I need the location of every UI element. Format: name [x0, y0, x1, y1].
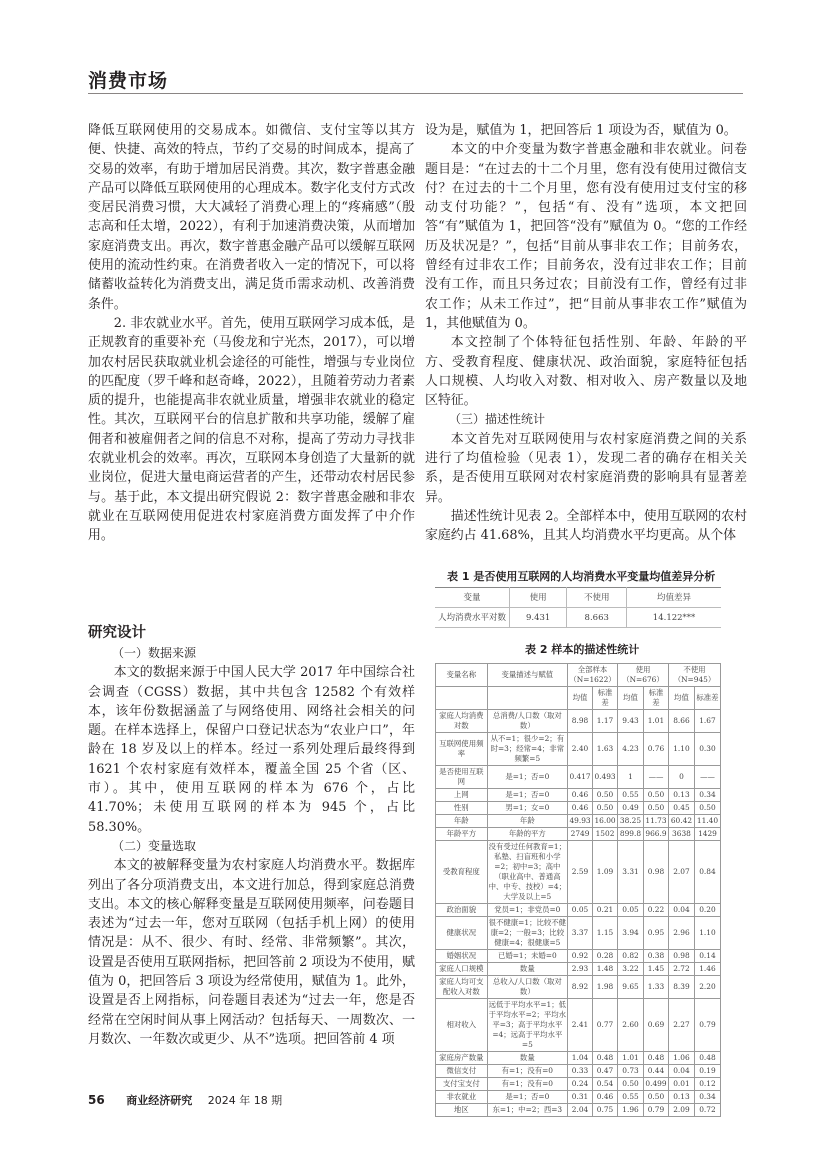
variable-name-cell: 家庭人口规模 — [436, 963, 488, 976]
value-cell: 0.77 — [593, 999, 618, 1052]
table-header: 均值差异 — [627, 588, 721, 608]
table2 — [435, 663, 721, 1117]
table1-title: 表 1 是否使用互联网的人均消费水平变量均值差异分析 — [447, 570, 716, 583]
variable-description-cell: 是=1；否=0 — [487, 766, 567, 789]
table-cell: 人均消费水平对数 — [437, 612, 506, 623]
variable-description-cell: 年龄的平方 — [487, 828, 567, 841]
variable-description-cell: 数量 — [487, 963, 567, 976]
value-cell: 0.46 — [568, 802, 593, 815]
value-cell: 1 — [618, 766, 644, 789]
value-cell: 0.12 — [694, 1078, 720, 1091]
table-row — [436, 766, 721, 789]
value-cell: 3.31 — [618, 841, 644, 904]
value-cell: 0.22 — [643, 904, 668, 917]
value-cell: 0.48 — [694, 1052, 720, 1065]
table-header: 均值 — [668, 687, 694, 710]
value-cell: 0.33 — [568, 1065, 593, 1078]
value-cell: 0.50 — [694, 802, 720, 815]
variable-description-cell: 很不健康=1；比较不健康=2；一般=3；比较健康=4；很健康=5 — [487, 917, 567, 950]
table-row — [436, 917, 721, 950]
variable-name-cell: 相对收入 — [436, 999, 488, 1052]
value-cell: 0.47 — [593, 1065, 618, 1078]
value-cell: 1.45 — [643, 963, 668, 976]
value-cell: 0.98 — [643, 841, 668, 904]
value-cell: 0.55 — [618, 1091, 644, 1104]
table-row — [436, 841, 721, 904]
value-cell: 0.30 — [694, 733, 720, 766]
subheading: （三）描述性统计 — [449, 412, 546, 427]
variable-description-cell: 从不=1；很少=2；有时=3；经常=4；非常频繁=5 — [487, 733, 567, 766]
table2-body — [436, 710, 721, 1117]
table-header: 标准差 — [643, 687, 668, 710]
page-number: 56 — [88, 1093, 105, 1107]
paragraph: 本文的中介变量为数字普惠金融和非农就业。问卷题目是：“在过去的十二个月里，您有没有使用过微信支付？在过去的十二个月里，您有没有使用过支付宝的移动支付功能？”，包括“有、没有”选项，本文把回答“有”赋值为 1，把回答“没有”赋值为 0。“您的工作经历及状况是？”，包括“目前从事非农工作；目前务农，曾经有过非农工作；目前务农，没有过非农工作；目前没有工作，而且只务过农；目前没有工作，曾经有过非农工作；从未工作过”，把“目前从事非农工作”赋值为 1，其他赋值为 0。 — [425, 142, 747, 331]
issue-label: 2024 年 18 期 — [207, 1094, 283, 1107]
value-cell: 3.22 — [618, 963, 644, 976]
value-cell: 0.499 — [643, 1078, 668, 1091]
value-cell: 2.20 — [694, 976, 720, 999]
variable-description-cell: 数量 — [487, 1052, 567, 1065]
value-cell: 16.00 — [593, 815, 618, 828]
value-cell: 1.15 — [593, 917, 618, 950]
table-row — [436, 710, 721, 733]
value-cell: 1.06 — [668, 1052, 694, 1065]
paragraph: 设为是，赋值为 1，把回答后 1 项设为否，赋值为 0。 — [425, 123, 737, 138]
table-row — [436, 1052, 721, 1065]
value-cell: 0.04 — [668, 904, 694, 917]
paragraph: 本文的数据来源于中国人民大学 2017 年中国综合社会调查（CGSS）数据，其中共包含 12582 个有效样本，该年份数据涵盖了与网络使用、网络社会相关的问题。在样本选择上，保留户口登记状态为“农业户口”，年龄在 18 岁及以上的样本。经过一系列处理后最终得到 1621 个农村家庭有效样本，覆盖全国 25 个省（区、市）。其中，使用互联网的样本为 676 个，占比 41.70%；未使用互联网的样本为 945 个，占比 58.30%。 — [88, 665, 415, 835]
value-cell: 0.50 — [593, 789, 618, 802]
table-row — [436, 815, 721, 828]
value-cell: 2.27 — [668, 999, 694, 1052]
value-cell: 0.34 — [694, 789, 720, 802]
variable-description-cell: 东=1；中=2；西=3 — [487, 1104, 567, 1117]
value-cell: 0.72 — [694, 1104, 720, 1117]
value-cell: 0.19 — [694, 1065, 720, 1078]
value-cell: 0.84 — [694, 841, 720, 904]
table-header-row — [436, 664, 721, 687]
value-cell: 2.40 — [568, 733, 593, 766]
value-cell: 0.75 — [593, 1104, 618, 1117]
page-footer — [88, 1092, 282, 1108]
table-row — [436, 904, 721, 917]
value-cell: 0.05 — [568, 904, 593, 917]
value-cell: 1.01 — [618, 1052, 644, 1065]
value-cell: 0.46 — [568, 789, 593, 802]
table-header: 使用 — [510, 588, 567, 608]
value-cell: 8.39 — [668, 976, 694, 999]
value-cell: 0.69 — [643, 999, 668, 1052]
value-cell: 0.34 — [694, 1091, 720, 1104]
value-cell: 0.46 — [593, 1091, 618, 1104]
value-cell: 2.93 — [568, 963, 593, 976]
value-cell: 38.25 — [618, 815, 644, 828]
variable-name-cell: 上网 — [436, 789, 488, 802]
value-cell: 0.54 — [593, 1078, 618, 1091]
value-cell: 0.04 — [668, 1065, 694, 1078]
value-cell: 1.17 — [593, 710, 618, 733]
value-cell: 8.98 — [568, 710, 593, 733]
value-cell: 2.72 — [668, 963, 694, 976]
value-cell: 0.28 — [593, 950, 618, 963]
value-cell: 0.38 — [643, 950, 668, 963]
value-cell: 0.50 — [643, 802, 668, 815]
value-cell: 1.48 — [593, 963, 618, 976]
paragraph: 本文首先对互联网使用与农村家庭消费之间的关系进行了均值检验（见表 1），发现二者的确存在相关关系，是否使用互联网对农村家庭消费的影响具有显著差异。 — [425, 431, 747, 505]
value-cell: 0.95 — [643, 917, 668, 950]
value-cell: 2.04 — [568, 1104, 593, 1117]
variable-description-cell: 远低于平均水平=1；低于平均水平=2；平均水平=3；高于平均水平=4；远高于平均水平=5 — [487, 999, 567, 1052]
value-cell: 1429 — [694, 828, 720, 841]
table-row — [436, 950, 721, 963]
value-cell: 0.44 — [643, 1065, 668, 1078]
value-cell: 1.01 — [643, 710, 668, 733]
value-cell: 0.50 — [643, 789, 668, 802]
table-row — [436, 1078, 721, 1091]
variable-description-cell: 总收入/人口数（取对数） — [487, 976, 567, 999]
table-row — [435, 608, 721, 628]
paragraph: 降低互联网使用的交易成本。如微信、支付宝等以其方便、快捷、高效的特点，节约了交易的时间成本，提高了交易的效率，有助于增加居民消费。其次，数字普惠金融产品可以降低互联网使用的心理成本。数字化支付方式改变居民消费习惯，大大减轻了消费心理上的“疼痛感”（殷志高和任太增，2022），有利于加速消费决策，从而增加家庭消费支出。再次，数字普惠金融产品可以缓解互联网使用的流动性约束。在消费者收入一定的情况下，可以将储蓄收益转化为消费支出，满足货币需求动机、改善消费条件。 — [88, 123, 415, 312]
variable-name-cell: 非农就业 — [436, 1091, 488, 1104]
table-cell — [436, 687, 488, 710]
table-header: 不使用 — [567, 588, 627, 608]
value-cell: 2.07 — [668, 841, 694, 904]
table-header-row — [435, 588, 721, 608]
value-cell: 1.63 — [593, 733, 618, 766]
value-cell: 0.21 — [593, 904, 618, 917]
value-cell: 0.50 — [593, 802, 618, 815]
value-cell: 0.50 — [618, 1078, 644, 1091]
table-header: 使用 （N=676） — [618, 664, 669, 687]
table-cell: 9.431 — [510, 608, 567, 628]
variable-description-cell: 年龄 — [487, 815, 567, 828]
table-row — [436, 789, 721, 802]
table-header: 变量描述与赋值 — [487, 664, 567, 687]
table-cell: 8.663 — [567, 608, 627, 628]
value-cell: 1.67 — [694, 710, 720, 733]
journal-name: 商业经济研究 — [126, 1094, 193, 1107]
variable-name-cell: 政治面貌 — [436, 904, 488, 917]
table-row — [436, 1065, 721, 1078]
value-cell: 2.60 — [618, 999, 644, 1052]
value-cell: 0.49 — [618, 802, 644, 815]
paragraph: 描述性统计见表 2。全部样本中，使用互联网的农村家庭约占 41.68%，且其人均消费水平均更高。从个体 — [425, 508, 747, 544]
value-cell: 3638 — [668, 828, 694, 841]
variable-description-cell: 是=1；否=0 — [487, 789, 567, 802]
variable-name-cell: 健康状况 — [436, 917, 488, 950]
table-header: 全部样本 （N=1622） — [568, 664, 618, 687]
variable-name-cell: 是否使用互联网 — [436, 766, 488, 789]
value-cell: 0.92 — [568, 950, 593, 963]
right-column — [425, 121, 747, 546]
value-cell: 0.79 — [694, 999, 720, 1052]
value-cell: 0.98 — [668, 950, 694, 963]
value-cell: —— — [643, 766, 668, 789]
value-cell: 0.31 — [568, 1091, 593, 1104]
table-header: 变量 — [435, 588, 510, 608]
variable-description-cell: 没有受过任何教育=1；私塾、扫盲班和小学=2；初中=3；高中（职业高中、普通高中、中专、技校）=4；大学及以上=5 — [487, 841, 567, 904]
value-cell: 2.96 — [668, 917, 694, 950]
table-header: 标准差 — [593, 687, 618, 710]
value-cell: 2.41 — [568, 999, 593, 1052]
table-header: 均值 — [618, 687, 644, 710]
variable-name-cell: 婚姻状况 — [436, 950, 488, 963]
value-cell: 1.04 — [568, 1052, 593, 1065]
value-cell: 11.73 — [643, 815, 668, 828]
table-row — [436, 828, 721, 841]
variable-name-cell: 性别 — [436, 802, 488, 815]
variable-name-cell: 家庭人均可支配收入对数 — [436, 976, 488, 999]
variable-description-cell: 男=1；女=0 — [487, 802, 567, 815]
value-cell: 2749 — [568, 828, 593, 841]
value-cell: 49.93 — [568, 815, 593, 828]
table-row — [436, 733, 721, 766]
table-row — [436, 802, 721, 815]
value-cell: 0.01 — [668, 1078, 694, 1091]
value-cell: 1.98 — [593, 976, 618, 999]
variable-description-cell: 党员=1；非党员=0 — [487, 904, 567, 917]
value-cell: 0.20 — [694, 904, 720, 917]
table-row — [436, 1091, 721, 1104]
value-cell: 0.82 — [618, 950, 644, 963]
section-title: 消费市场 — [88, 70, 169, 92]
value-cell: 8.92 — [568, 976, 593, 999]
variable-name-cell: 支付宝支付 — [436, 1078, 488, 1091]
variable-name-cell: 家庭房产数量 — [436, 1052, 488, 1065]
paragraph: 本文控制了个体特征包括性别、年龄、年龄的平方、受教育程度、健康状况、政治面貌，家庭特征包括人口规模、人均收入对数、相对收入、房产数量以及地区特征。 — [425, 335, 747, 409]
paragraph: 本文的被解释变量为农村家庭人均消费水平。数据库列出了各分项消费支出，本文进行加总，得到家庭总消费支出。本文的核心解释变量是互联网使用频率，问卷题目表述为“过去一年，您对互联网（包括手机上网）的使用情况是：从不、很少、有时、经常、非常频繁”。其次，设置是否使用互联网指标，把回答前 2 项设为不使用，赋值为 0，把回答后 3 项设为经常使用，赋值为 1。此外，设置是否上网指标，问卷题目表述为“过去一年，您是否经常在空闲时间从事上网活动？包括每天、一周数次、一月数次、一年数次或更少、从不”选项。把回答前 4 项 — [88, 858, 415, 1047]
value-cell: 11.40 — [694, 815, 720, 828]
table1 — [435, 587, 721, 628]
variable-description-cell: 有=1；没有=0 — [487, 1078, 567, 1091]
table-cell: 14.122*** — [627, 608, 721, 628]
table-header: 不使用 （N=945） — [668, 664, 720, 687]
value-cell: 966.9 — [643, 828, 668, 841]
left-column-bottom — [88, 622, 415, 1049]
table2-title: 表 2 样本的描述性统计 — [525, 643, 640, 656]
value-cell: 8.66 — [668, 710, 694, 733]
value-cell: 0.55 — [618, 789, 644, 802]
value-cell: 0.48 — [643, 1052, 668, 1065]
value-cell: 9.43 — [618, 710, 644, 733]
value-cell: 0.79 — [643, 1104, 668, 1117]
value-cell: 899.8 — [618, 828, 644, 841]
value-cell: 1.96 — [618, 1104, 644, 1117]
variable-description-cell: 总消费/人口数（取对数） — [487, 710, 567, 733]
value-cell: 0.73 — [618, 1065, 644, 1078]
value-cell: 0.13 — [668, 1091, 694, 1104]
value-cell: 1.10 — [694, 917, 720, 950]
table-row — [436, 976, 721, 999]
subheading: （二）变量选取 — [112, 838, 197, 853]
value-cell: 1.33 — [643, 976, 668, 999]
variable-name-cell: 家庭人均消费对数 — [436, 710, 488, 733]
value-cell: 1.09 — [593, 841, 618, 904]
value-cell: 4.23 — [618, 733, 644, 766]
variable-name-cell: 年龄平方 — [436, 828, 488, 841]
value-cell: 1502 — [593, 828, 618, 841]
value-cell: 2.59 — [568, 841, 593, 904]
value-cell: 3.94 — [618, 917, 644, 950]
variable-description-cell: 已婚=1；未婚=0 — [487, 950, 567, 963]
variable-name-cell: 受教育程度 — [436, 841, 488, 904]
table-subheader-row — [436, 687, 721, 710]
left-column-top — [88, 121, 415, 546]
table-cell — [487, 687, 567, 710]
value-cell: 0.76 — [643, 733, 668, 766]
variable-name-cell: 互联网使用频率 — [436, 733, 488, 766]
value-cell: 0.05 — [618, 904, 644, 917]
section-heading: 研究设计 — [88, 625, 146, 641]
paragraph: 2. 非农就业水平。首先，使用互联网学习成本低，是正规教育的重要补充（马俊龙和宁光杰，2017），可以增加农村居民获取就业机会途径的可能性，增强与专业岗位的匹配度（罗千峰和赵奇峰，2022），且随着劳动力者素质的提升，也能提高非农就业质量，增强非农就业的稳定性。其次，互联网平台的信息扩散和共享功能，缓解了雇佣者和被雇佣者之间的信息不对称，提高了劳动力寻找非农就业机会的效率。再次，互联网本身创造了大量新的就业岗位，促进大量电商运营者的产生，还带动农村居民参与。基于此，本文提出研究假说 2：数字普惠金融和非农就业在互联网使用促进农村家庭消费方面发挥了中介作用。 — [88, 315, 415, 544]
variable-name-cell: 地区 — [436, 1104, 488, 1117]
variable-description-cell: 有=1；没有=0 — [487, 1065, 567, 1078]
table-row — [436, 999, 721, 1052]
value-cell: 0.14 — [694, 950, 720, 963]
variable-description-cell: 是=1；否=0 — [487, 1091, 567, 1104]
value-cell: 0.493 — [593, 766, 618, 789]
header-divider — [88, 93, 743, 94]
table-row — [436, 963, 721, 976]
value-cell: 0.48 — [593, 1052, 618, 1065]
value-cell: 0.24 — [568, 1078, 593, 1091]
subheading: （一）数据来源 — [112, 646, 197, 660]
table-header: 变量名称 — [436, 664, 488, 687]
value-cell: 0.417 — [568, 766, 593, 789]
value-cell: 0.50 — [643, 1091, 668, 1104]
table-row — [436, 1104, 721, 1117]
table-header: 标准差 — [694, 687, 720, 710]
variable-name-cell: 微信支付 — [436, 1065, 488, 1078]
value-cell: 0.45 — [668, 802, 694, 815]
value-cell: —— — [694, 766, 720, 789]
value-cell: 0 — [668, 766, 694, 789]
value-cell: 1.10 — [668, 733, 694, 766]
table-header: 均值 — [568, 687, 593, 710]
variable-name-cell: 年龄 — [436, 815, 488, 828]
value-cell: 3.37 — [568, 917, 593, 950]
value-cell: 2.09 — [668, 1104, 694, 1117]
value-cell: 0.13 — [668, 789, 694, 802]
value-cell: 1.46 — [694, 963, 720, 976]
value-cell: 9.65 — [618, 976, 644, 999]
value-cell: 60.42 — [668, 815, 694, 828]
